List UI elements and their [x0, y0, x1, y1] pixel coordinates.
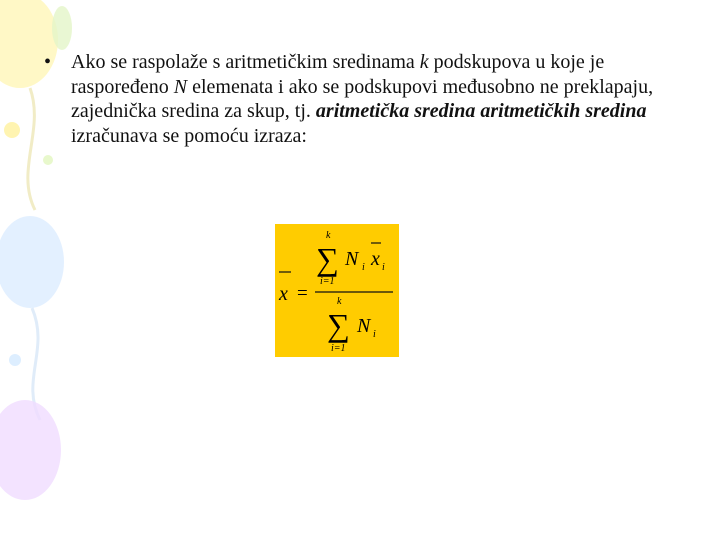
numerator-upper-limit: k — [326, 230, 331, 241]
weighted-mean-formula — [275, 224, 399, 357]
denominator-n-subscript: i — [373, 329, 376, 340]
paragraph-part4: izračunava se pomoću izraza: — [71, 124, 307, 147]
green-balloon-shape — [52, 6, 72, 50]
bullet-paragraph — [44, 50, 664, 148]
formula-box — [275, 224, 399, 357]
paragraph-text — [71, 50, 664, 148]
numerator-n: N — [345, 248, 359, 270]
purple-balloon-shape — [0, 400, 61, 500]
paragraph-part1: Ako se raspolaže s aritmetičkim sredinama — [71, 51, 420, 73]
variable-n: N — [173, 75, 188, 98]
denominator-lower-limit: i=1 — [331, 343, 346, 354]
paragraph-part2: podskupova u koje je raspoređeno — [71, 51, 605, 98]
paragraph-part3: elemenata i ako se podskupovi međusobno ne preklapaju, zajednička sredina za skup, tj. — [71, 75, 654, 122]
bullet-symbol: • — [44, 51, 52, 73]
emphasis-phrase: aritmetička sredina aritmetičkih sredina — [315, 100, 647, 122]
equals-sign: = — [297, 283, 308, 304]
denominator-sum-symbol: ∑ — [327, 307, 350, 343]
numerator-n-subscript: i — [362, 262, 365, 273]
denominator-upper-limit: k — [337, 296, 342, 307]
small-green-dot — [43, 155, 53, 165]
numerator-x: x — [371, 248, 380, 270]
numerator-x-subscript: i — [382, 262, 385, 273]
variable-k: k — [419, 51, 429, 73]
small-yellow-dot — [4, 122, 20, 138]
lhs-x: x — [279, 283, 288, 305]
small-blue-dot — [9, 354, 21, 366]
denominator-n: N — [357, 315, 371, 337]
blue-balloon-shape — [0, 216, 64, 308]
balloon-string — [28, 88, 35, 210]
numerator-lower-limit: i=1 — [320, 276, 335, 287]
numerator-sum-symbol: ∑ — [316, 241, 339, 277]
